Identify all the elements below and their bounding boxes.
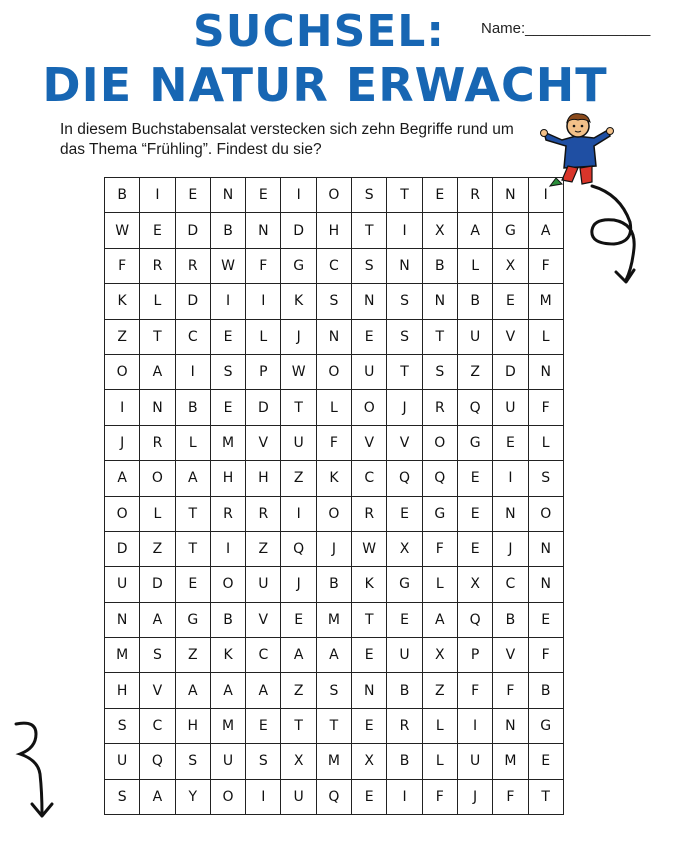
grid-cell[interactable]: V xyxy=(493,638,528,673)
grid-cell[interactable]: S xyxy=(176,744,211,779)
grid-cell[interactable]: I xyxy=(281,178,316,213)
grid-cell[interactable]: M xyxy=(105,638,140,673)
grid-cell[interactable]: N xyxy=(529,567,564,602)
intro-text: In diesem Buchstabensalat verstecken sich zehn Begriffe rund um das Thema “Frühling”. Findest du sie? xyxy=(60,121,514,158)
grid-cell[interactable]: G xyxy=(458,426,493,461)
grid-cell[interactable]: A xyxy=(317,638,352,673)
grid-cell[interactable]: H xyxy=(176,709,211,744)
grid-cell[interactable]: D xyxy=(246,390,281,425)
grid-cell[interactable]: B xyxy=(387,673,422,708)
grid-cell[interactable]: A xyxy=(176,461,211,496)
grid-cell[interactable]: M xyxy=(211,426,246,461)
grid-cell[interactable]: M xyxy=(317,744,352,779)
grid-cell[interactable]: E xyxy=(246,178,281,213)
grid-cell[interactable]: A xyxy=(140,355,175,390)
grid-cell[interactable]: Q xyxy=(458,390,493,425)
grid-cell[interactable]: X xyxy=(493,249,528,284)
grid-cell[interactable]: N xyxy=(352,284,387,319)
grid-cell[interactable]: T xyxy=(317,709,352,744)
grid-cell[interactable]: Z xyxy=(281,673,316,708)
grid-cell[interactable]: L xyxy=(140,284,175,319)
grid-cell[interactable]: I xyxy=(387,213,422,248)
grid-cell[interactable]: T xyxy=(176,532,211,567)
grid-cell[interactable]: C xyxy=(176,320,211,355)
grid-cell[interactable]: B xyxy=(105,178,140,213)
grid-cell[interactable]: I xyxy=(529,178,564,213)
grid-cell[interactable]: Z xyxy=(105,320,140,355)
grid-cell[interactable]: R xyxy=(246,497,281,532)
grid-cell[interactable]: W xyxy=(281,355,316,390)
curly-arrow-left-icon xyxy=(6,716,66,824)
grid-cell[interactable]: K xyxy=(105,284,140,319)
grid-cell[interactable]: R xyxy=(140,426,175,461)
grid-cell[interactable]: T xyxy=(140,320,175,355)
grid-cell[interactable]: O xyxy=(423,426,458,461)
grid-cell[interactable]: E xyxy=(423,178,458,213)
grid-cell[interactable]: U xyxy=(281,780,316,815)
grid-cell[interactable]: U xyxy=(105,744,140,779)
grid-cell[interactable]: J xyxy=(458,780,493,815)
grid-cell[interactable]: K xyxy=(281,284,316,319)
grid-cell[interactable]: I xyxy=(387,780,422,815)
grid-cell[interactable]: A xyxy=(140,780,175,815)
grid-cell[interactable]: W xyxy=(352,532,387,567)
grid-cell[interactable]: S xyxy=(105,780,140,815)
grid-cell[interactable]: B xyxy=(176,390,211,425)
grid-cell[interactable]: E xyxy=(246,709,281,744)
grid-cell[interactable]: M xyxy=(211,709,246,744)
grid-cell[interactable]: E xyxy=(352,709,387,744)
grid-cell[interactable]: T xyxy=(529,780,564,815)
grid-cell[interactable]: S xyxy=(105,709,140,744)
grid-cell[interactable]: S xyxy=(140,638,175,673)
grid-cell[interactable]: U xyxy=(246,567,281,602)
grid-cell[interactable]: I xyxy=(458,709,493,744)
grid-cell[interactable]: F xyxy=(423,532,458,567)
grid-cell[interactable]: J xyxy=(493,532,528,567)
grid-cell[interactable]: S xyxy=(352,249,387,284)
grid-cell[interactable]: T xyxy=(387,178,422,213)
grid-cell[interactable]: I xyxy=(176,355,211,390)
grid-cell[interactable]: Z xyxy=(423,673,458,708)
grid-cell[interactable]: F xyxy=(458,673,493,708)
grid-cell[interactable]: L xyxy=(423,744,458,779)
grid-cell[interactable]: E xyxy=(176,178,211,213)
grid-cell[interactable]: R xyxy=(211,497,246,532)
grid-cell[interactable]: F xyxy=(529,638,564,673)
grid-cell[interactable]: X xyxy=(423,213,458,248)
grid-cell[interactable]: D xyxy=(493,355,528,390)
grid-cell[interactable]: B xyxy=(317,567,352,602)
grid-cell[interactable]: S xyxy=(423,355,458,390)
grid-cell[interactable]: L xyxy=(140,497,175,532)
grid-cell[interactable]: U xyxy=(458,744,493,779)
word-search-grid xyxy=(104,177,564,815)
grid-cell[interactable]: N xyxy=(529,532,564,567)
grid-cell[interactable]: F xyxy=(423,780,458,815)
grid-cell[interactable]: S xyxy=(317,673,352,708)
grid-cell[interactable]: A xyxy=(105,461,140,496)
grid-cell[interactable]: N xyxy=(105,603,140,638)
grid-cell[interactable]: O xyxy=(529,497,564,532)
grid-cell[interactable]: G xyxy=(281,249,316,284)
grid-cell[interactable]: B xyxy=(458,284,493,319)
grid-cell[interactable]: T xyxy=(423,320,458,355)
grid-cell[interactable]: I xyxy=(246,780,281,815)
grid-cell[interactable]: A xyxy=(458,213,493,248)
grid-cell[interactable]: E xyxy=(387,603,422,638)
grid-cell[interactable]: G xyxy=(529,709,564,744)
grid-cell[interactable]: W xyxy=(105,213,140,248)
grid-cell[interactable]: C xyxy=(317,249,352,284)
grid-cell[interactable]: Z xyxy=(246,532,281,567)
grid-cell[interactable]: I xyxy=(140,178,175,213)
grid-cell[interactable]: R xyxy=(176,249,211,284)
grid-cell[interactable]: C xyxy=(493,567,528,602)
grid-cell[interactable]: O xyxy=(211,780,246,815)
curly-arrow-right-icon xyxy=(580,182,660,292)
grid-cell[interactable]: N xyxy=(493,497,528,532)
grid-cell[interactable]: A xyxy=(176,673,211,708)
grid-cell[interactable]: O xyxy=(352,390,387,425)
grid-cell[interactable]: O xyxy=(105,355,140,390)
grid-cell[interactable]: K xyxy=(211,638,246,673)
grid-cell[interactable]: V xyxy=(140,673,175,708)
grid-cell[interactable]: O xyxy=(317,497,352,532)
grid-cell[interactable]: S xyxy=(529,461,564,496)
grid-cell[interactable]: E xyxy=(211,390,246,425)
grid-cell[interactable]: C xyxy=(140,709,175,744)
grid-cell[interactable]: Q xyxy=(317,780,352,815)
grid-cell[interactable]: Q xyxy=(140,744,175,779)
grid-cell[interactable]: U xyxy=(352,355,387,390)
grid-cell[interactable]: I xyxy=(281,497,316,532)
title-line-2: DIE NATUR ERWACHT xyxy=(42,58,608,112)
grid-cell[interactable]: R xyxy=(140,249,175,284)
grid-cell[interactable]: G xyxy=(387,567,422,602)
grid-cell[interactable]: X xyxy=(423,638,458,673)
grid-cell[interactable]: L xyxy=(529,426,564,461)
grid-cell[interactable]: U xyxy=(105,567,140,602)
grid-cell[interactable]: H xyxy=(246,461,281,496)
grid-cell[interactable]: A xyxy=(423,603,458,638)
grid-cell[interactable]: J xyxy=(317,532,352,567)
grid-cell[interactable]: O xyxy=(140,461,175,496)
grid-cell[interactable]: C xyxy=(246,638,281,673)
grid-cell[interactable]: N xyxy=(317,320,352,355)
grid-cell[interactable]: U xyxy=(281,426,316,461)
grid-cell[interactable]: N xyxy=(246,213,281,248)
grid-cell[interactable]: A xyxy=(140,603,175,638)
grid-cell[interactable]: A xyxy=(246,673,281,708)
grid-cell[interactable]: G xyxy=(423,497,458,532)
name-field[interactable]: Name:_______________ xyxy=(481,20,651,37)
grid-cell[interactable]: L xyxy=(458,249,493,284)
grid-cell[interactable]: V xyxy=(387,426,422,461)
grid-cell[interactable]: D xyxy=(176,213,211,248)
grid-cell[interactable]: Q xyxy=(458,603,493,638)
grid-cell[interactable]: O xyxy=(317,355,352,390)
grid-cell[interactable]: T xyxy=(176,497,211,532)
grid-cell[interactable]: E xyxy=(140,213,175,248)
grid-cell[interactable]: N xyxy=(387,249,422,284)
grid-cell[interactable]: Z xyxy=(140,532,175,567)
grid-cell[interactable]: F xyxy=(105,249,140,284)
grid-cell[interactable]: R xyxy=(423,390,458,425)
grid-cell[interactable]: P xyxy=(246,355,281,390)
grid-cell[interactable]: I xyxy=(493,461,528,496)
grid-cell[interactable]: D xyxy=(176,284,211,319)
grid-cell[interactable]: S xyxy=(246,744,281,779)
grid-cell[interactable]: F xyxy=(493,780,528,815)
grid-cell[interactable]: L xyxy=(423,567,458,602)
grid-cell[interactable]: B xyxy=(211,603,246,638)
grid-cell[interactable]: N xyxy=(493,178,528,213)
grid-cell[interactable]: R xyxy=(458,178,493,213)
grid-cell[interactable]: V xyxy=(246,426,281,461)
grid-cell[interactable]: N xyxy=(493,709,528,744)
grid-cell[interactable]: Z xyxy=(176,638,211,673)
grid-cell[interactable]: N xyxy=(423,284,458,319)
grid-cell[interactable]: F xyxy=(317,426,352,461)
grid-cell[interactable]: E xyxy=(529,603,564,638)
grid-cell[interactable]: L xyxy=(246,320,281,355)
grid-cell[interactable]: U xyxy=(458,320,493,355)
grid-cell[interactable]: E xyxy=(458,497,493,532)
grid-cell[interactable]: U xyxy=(493,390,528,425)
grid-cell[interactable]: J xyxy=(387,390,422,425)
grid-cell[interactable]: T xyxy=(387,355,422,390)
grid-cell[interactable]: F xyxy=(529,390,564,425)
grid-cell[interactable]: U xyxy=(211,744,246,779)
grid-cell[interactable]: G xyxy=(493,213,528,248)
grid-cell[interactable]: I xyxy=(211,284,246,319)
grid-cell[interactable]: J xyxy=(281,567,316,602)
grid-cell[interactable]: F xyxy=(246,249,281,284)
grid-cell[interactable]: E xyxy=(176,567,211,602)
grid-cell[interactable]: O xyxy=(317,178,352,213)
grid-cell[interactable]: E xyxy=(458,461,493,496)
grid-cell[interactable]: W xyxy=(211,249,246,284)
grid-cell[interactable]: X xyxy=(352,744,387,779)
grid-cell[interactable]: Q xyxy=(281,532,316,567)
grid-cell[interactable]: E xyxy=(211,320,246,355)
grid-cell[interactable]: E xyxy=(352,320,387,355)
grid-cell[interactable]: E xyxy=(493,284,528,319)
grid-cell[interactable]: N xyxy=(140,390,175,425)
grid-cell[interactable]: E xyxy=(529,744,564,779)
grid-cell[interactable]: B xyxy=(493,603,528,638)
grid-cell[interactable]: E xyxy=(493,426,528,461)
grid-cell[interactable]: B xyxy=(211,213,246,248)
grid-cell[interactable]: N xyxy=(529,355,564,390)
grid-cell[interactable]: V xyxy=(493,320,528,355)
grid-cell[interactable]: S xyxy=(211,355,246,390)
grid-cell[interactable]: L xyxy=(176,426,211,461)
grid-cell[interactable]: O xyxy=(105,497,140,532)
grid-cell[interactable]: Y xyxy=(176,780,211,815)
grid-cell[interactable]: T xyxy=(281,709,316,744)
grid-cell[interactable]: A xyxy=(529,213,564,248)
grid-cell[interactable]: S xyxy=(317,284,352,319)
grid-cell[interactable]: L xyxy=(529,320,564,355)
grid-cell[interactable]: F xyxy=(529,249,564,284)
grid-cell[interactable]: E xyxy=(352,780,387,815)
grid-cell[interactable]: F xyxy=(493,673,528,708)
grid-cell[interactable]: U xyxy=(387,638,422,673)
grid-cell[interactable]: X xyxy=(458,567,493,602)
grid-cell[interactable]: G xyxy=(176,603,211,638)
grid-cell[interactable]: S xyxy=(387,320,422,355)
grid-cell[interactable]: N xyxy=(211,178,246,213)
grid-cell[interactable]: L xyxy=(423,709,458,744)
grid-cell[interactable]: D xyxy=(105,532,140,567)
grid-cell[interactable]: A xyxy=(281,638,316,673)
grid-cell[interactable]: Z xyxy=(458,355,493,390)
grid-cell[interactable]: K xyxy=(317,461,352,496)
grid-cell[interactable]: N xyxy=(352,673,387,708)
title-line-1: SUCHSEL: xyxy=(193,6,445,57)
grid-cell[interactable]: T xyxy=(281,390,316,425)
grid-cell[interactable]: X xyxy=(387,532,422,567)
grid-cell[interactable]: J xyxy=(105,426,140,461)
grid-cell[interactable]: M xyxy=(493,744,528,779)
grid-cell[interactable]: V xyxy=(246,603,281,638)
grid-cell[interactable]: V xyxy=(352,426,387,461)
grid-cell[interactable]: B xyxy=(423,249,458,284)
grid-cell[interactable]: X xyxy=(281,744,316,779)
grid-cell[interactable]: M xyxy=(529,284,564,319)
grid-cell[interactable]: I xyxy=(211,532,246,567)
grid-cell[interactable]: A xyxy=(211,673,246,708)
grid-cell[interactable]: S xyxy=(387,284,422,319)
grid-cell[interactable]: E xyxy=(281,603,316,638)
grid-cell[interactable]: D xyxy=(140,567,175,602)
grid-cell[interactable]: C xyxy=(352,461,387,496)
grid-cell[interactable]: E xyxy=(387,497,422,532)
grid-cell[interactable]: D xyxy=(281,213,316,248)
grid-cell[interactable]: B xyxy=(529,673,564,708)
grid-cell[interactable]: H xyxy=(317,213,352,248)
grid-cell[interactable]: Q xyxy=(387,461,422,496)
grid-cell[interactable]: H xyxy=(211,461,246,496)
grid-cell[interactable]: O xyxy=(211,567,246,602)
grid-cell[interactable]: T xyxy=(352,213,387,248)
grid-cell[interactable]: I xyxy=(246,284,281,319)
grid-cell[interactable]: H xyxy=(105,673,140,708)
grid-cell[interactable]: L xyxy=(317,390,352,425)
grid-cell[interactable]: J xyxy=(281,320,316,355)
grid-cell[interactable]: R xyxy=(352,497,387,532)
grid-cell[interactable]: Q xyxy=(423,461,458,496)
grid-cell[interactable]: E xyxy=(352,638,387,673)
grid-cell[interactable]: T xyxy=(352,603,387,638)
grid-cell[interactable]: P xyxy=(458,638,493,673)
grid-cell[interactable]: Z xyxy=(281,461,316,496)
grid-cell[interactable]: M xyxy=(317,603,352,638)
grid-cell[interactable]: I xyxy=(105,390,140,425)
grid-cell[interactable]: B xyxy=(387,744,422,779)
grid-cell[interactable]: K xyxy=(352,567,387,602)
grid-cell[interactable]: E xyxy=(458,532,493,567)
grid-cell[interactable]: S xyxy=(352,178,387,213)
grid-cell[interactable]: R xyxy=(387,709,422,744)
